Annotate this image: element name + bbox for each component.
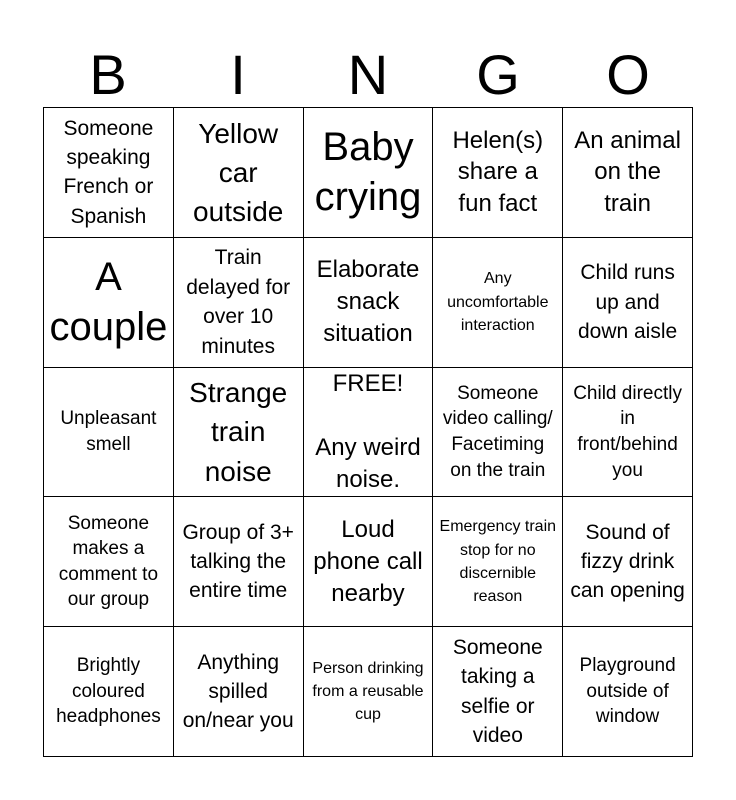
header-letter-n: N — [347, 43, 389, 106]
bingo-cell[interactable] — [44, 497, 174, 627]
bingo-cell-text: Train delayed for over 10 minutes — [186, 246, 291, 358]
bingo-cell-text: Someone taking a selfie or video — [452, 635, 543, 747]
bingo-cell-text: Loud phone call nearby — [313, 515, 423, 607]
bingo-cell-text: Sound of fizzy drink can opening — [570, 520, 685, 603]
bingo-cell[interactable] — [433, 238, 563, 368]
bingo-cell-text: Any uncomfortable interaction — [447, 270, 549, 334]
bingo-cell[interactable] — [44, 238, 174, 368]
bingo-cell[interactable] — [563, 108, 693, 238]
bingo-cell[interactable] — [563, 627, 693, 757]
bingo-cell[interactable] — [174, 368, 304, 498]
bingo-cell[interactable] — [304, 108, 434, 238]
header-letter-g: G — [476, 43, 520, 106]
bingo-cell[interactable] — [433, 108, 563, 238]
bingo-cell[interactable] — [433, 368, 563, 498]
bingo-cell-text: Person drinking from a reusable cup — [312, 659, 424, 724]
bingo-cell-text: Child directly in front/behind you — [573, 382, 682, 481]
bingo-cell-text: Elaborate snack situation — [316, 256, 420, 348]
bingo-cell-text: Brightly coloured headphones — [56, 655, 161, 728]
bingo-cell-text: Anything spilled on/near you — [182, 650, 294, 733]
bingo-cell[interactable] — [563, 497, 693, 627]
bingo-cell[interactable] — [304, 627, 434, 757]
bingo-cell-text: Playground outside of window — [579, 655, 676, 728]
bingo-cell-text: Baby crying — [314, 125, 422, 220]
bingo-grid — [43, 107, 693, 757]
header-letter-o: O — [606, 43, 650, 106]
bingo-cell-text: FREE! Any weird noise. — [315, 370, 421, 493]
bingo-cell[interactable] — [563, 368, 693, 498]
bingo-cell-text: An animal on the train — [574, 126, 681, 218]
bingo-cell[interactable] — [433, 497, 563, 627]
bingo-cell[interactable] — [174, 108, 304, 238]
bingo-header — [43, 42, 693, 108]
bingo-cell-text: Someone speaking French or Spanish — [63, 116, 154, 228]
bingo-cell[interactable] — [174, 627, 304, 757]
bingo-cell[interactable] — [433, 627, 563, 757]
bingo-cell[interactable] — [44, 108, 174, 238]
bingo-cell-text: Emergency train stop for no discernible reason — [439, 518, 557, 605]
bingo-cell-text: Helen(s) share a fun fact — [452, 126, 544, 218]
bingo-cell[interactable] — [563, 238, 693, 368]
bingo-cell[interactable] — [174, 238, 304, 368]
header-letter-b: B — [89, 43, 127, 106]
bingo-cell-text: Group of 3+ talking the entire time — [182, 520, 294, 603]
bingo-cell[interactable] — [174, 497, 304, 627]
bingo-cell-text: Yellow car outside — [193, 117, 284, 227]
bingo-cell-text: Child runs up and down aisle — [577, 261, 678, 343]
bingo-cell-text: Strange train noise — [189, 377, 288, 487]
bingo-cell[interactable] — [304, 238, 434, 368]
bingo-cell[interactable] — [304, 497, 434, 627]
bingo-cell-text: A couple — [49, 255, 168, 350]
bingo-cell-text: Someone video calling/ Facetiming on the train — [442, 382, 553, 481]
bingo-cell-text: Someone makes a comment to our group — [58, 512, 159, 611]
bingo-cell[interactable] — [304, 368, 434, 498]
bingo-cell[interactable] — [44, 627, 174, 757]
header-letter-i: I — [230, 43, 246, 106]
bingo-cell[interactable] — [44, 368, 174, 498]
bingo-cell-text: Unpleasant smell — [60, 408, 157, 455]
